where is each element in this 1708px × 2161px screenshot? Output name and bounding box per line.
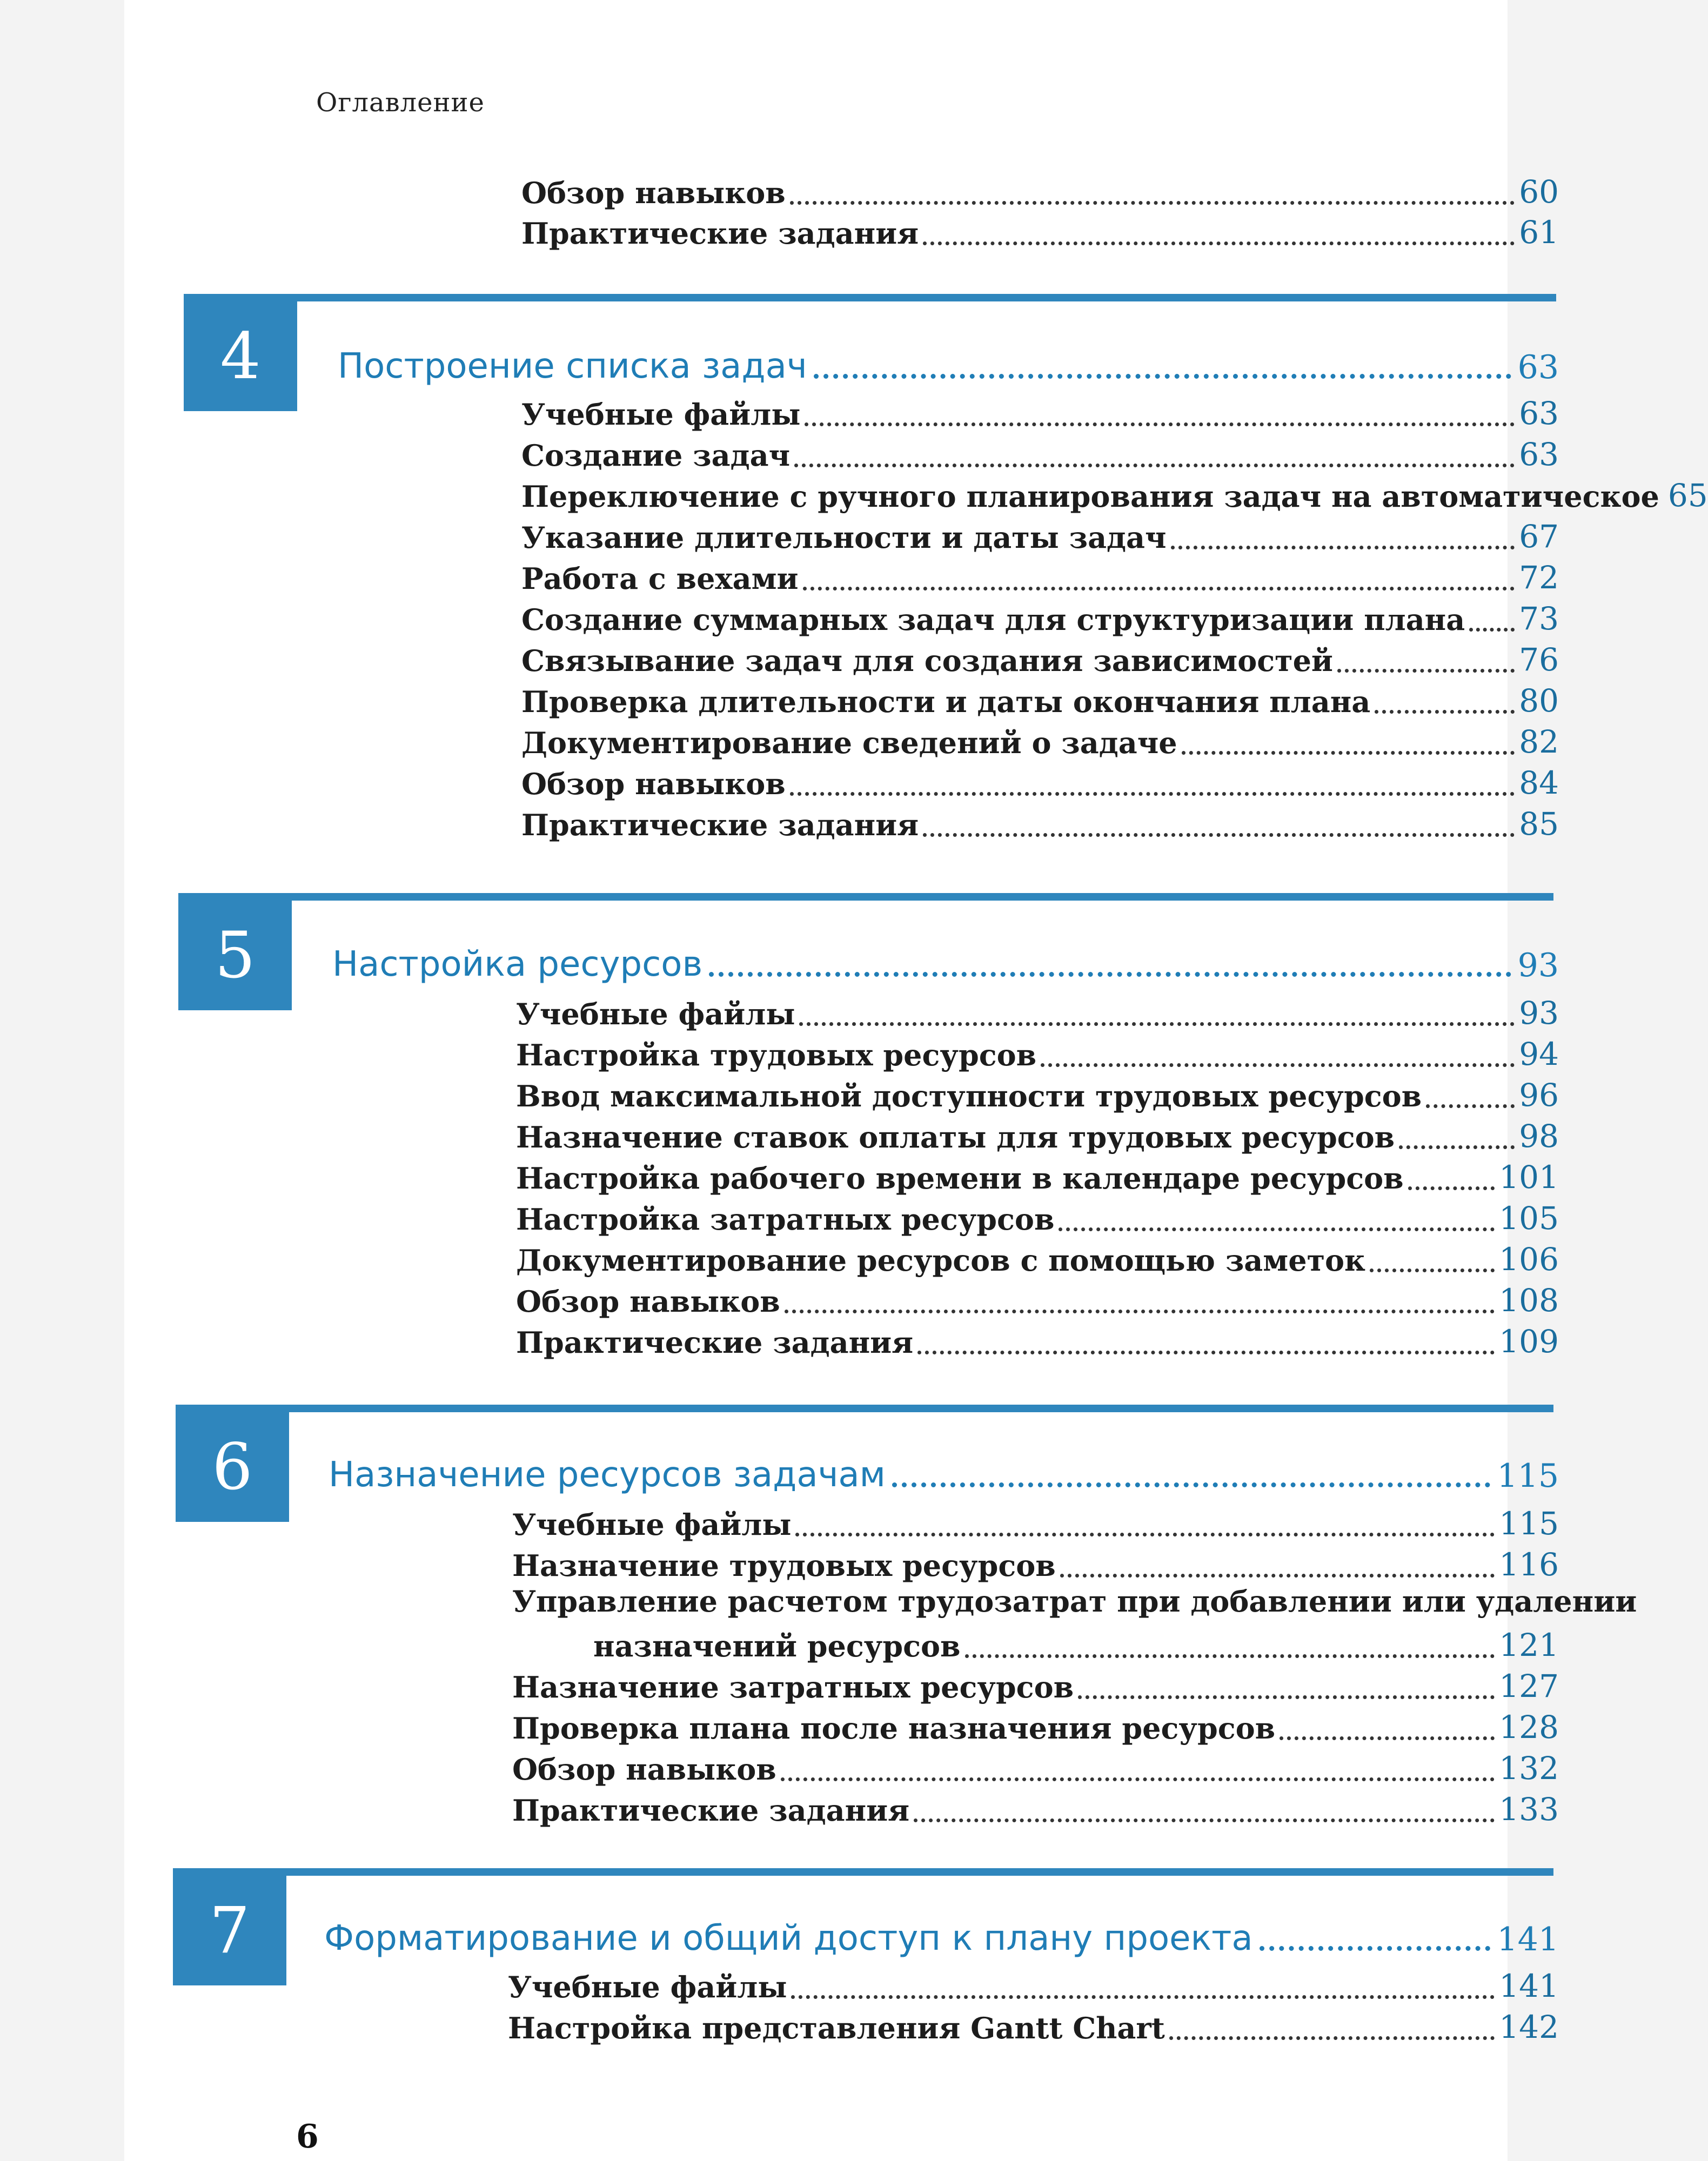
- leader-dots: [1280, 1736, 1495, 1740]
- chapter-number-box: 5: [178, 900, 292, 1010]
- leader-dots: [790, 792, 1515, 796]
- chapter-title-text: Настройка ресурсов: [332, 944, 703, 984]
- toc-entry-title: Настройка затратных ресурсов: [516, 1202, 1055, 1237]
- toc-entry-title: Связывание задач для создания зависимостей: [521, 643, 1333, 678]
- toc-entry-page: 84: [1519, 764, 1559, 801]
- toc-entry: [512, 1543, 1559, 1583]
- toc-entry-page: 105: [1499, 1200, 1559, 1237]
- toc-entry-page: 98: [1519, 1118, 1559, 1155]
- toc-entry-page: 106: [1499, 1241, 1559, 1278]
- chapter-rule: [173, 1868, 1553, 1876]
- toc-entry-page: 72: [1519, 559, 1559, 596]
- leader-dots: [965, 1654, 1495, 1658]
- toc-entry: [516, 1238, 1559, 1278]
- toc-entry: [508, 2005, 1559, 2045]
- leader-dots: [1182, 751, 1515, 755]
- toc-entry-title: Документирование ресурсов с помощью заметок: [516, 1243, 1366, 1278]
- toc-entry-title: Создание суммарных задач для структуризации плана: [521, 602, 1465, 637]
- toc-entry: [521, 597, 1559, 637]
- toc-entry-title: Учебные файлы: [521, 397, 801, 432]
- chapter-number-box: 4: [184, 300, 297, 411]
- toc-entry: [521, 802, 1559, 842]
- toc-entry: [521, 474, 1708, 514]
- toc-entry: [516, 1115, 1559, 1155]
- toc-entry-title: Обзор навыков: [521, 176, 786, 210]
- leader-dots: [1337, 669, 1515, 673]
- leader-dots: [799, 1022, 1515, 1026]
- chapter-number-box: 6: [176, 1411, 289, 1522]
- chapter-rule: [184, 294, 1556, 301]
- toc-entry-title: Учебные файлы: [516, 997, 795, 1031]
- chapter-page: 141: [1497, 1921, 1559, 1958]
- toc-entry-title: Указание длительности и даты задач: [521, 520, 1167, 555]
- toc-entry-page: 116: [1499, 1546, 1559, 1583]
- leader-dots: [1171, 546, 1515, 549]
- chapter-title-text: Форматирование и общий доступ к плану проекта: [324, 1918, 1253, 1958]
- chapter-number-box: 7: [173, 1875, 286, 1985]
- toc-entry-title: Создание задач: [521, 438, 791, 473]
- toc-entry-title: Проверка длительности и даты окончания плана: [521, 684, 1371, 719]
- leader-dots: [1370, 1269, 1495, 1272]
- chapter-title-text: Назначение ресурсов задачам: [329, 1455, 886, 1495]
- toc-entry-page: 61: [1519, 214, 1559, 251]
- chapter-title: [329, 1446, 1559, 1495]
- toc-entry-title: Обзор навыков: [521, 767, 786, 801]
- toc-entry: [512, 1747, 1559, 1787]
- toc-entry: [521, 556, 1559, 596]
- toc-entry: [516, 1279, 1559, 1319]
- leader-dots: [1041, 1063, 1515, 1067]
- toc-entry: [521, 433, 1559, 473]
- toc-entry: [512, 1665, 1559, 1704]
- toc-entry-title: Практические задания: [512, 1793, 910, 1828]
- toc-entry-title: Практические задания: [521, 216, 919, 251]
- toc-entry-page: 128: [1499, 1709, 1559, 1746]
- toc-entry: [521, 761, 1559, 801]
- toc-entry-first-line: Управление расчетом трудозатрат при добавлении или удалении: [512, 1584, 1637, 1619]
- chapter-title: [338, 338, 1559, 386]
- running-head: Оглавление: [316, 88, 485, 118]
- toc-entry: [521, 638, 1559, 678]
- chapter-title-text: Построение списка задач: [338, 346, 807, 386]
- page-number: 6: [296, 2118, 319, 2156]
- toc-entry-title: Настройка представления Gantt Chart: [508, 2011, 1165, 2045]
- chapter-page: 93: [1517, 947, 1559, 984]
- toc-entry-page: 121: [1499, 1627, 1559, 1663]
- toc-entry-title: Настройка рабочего времени в календаре ресурсов: [516, 1161, 1404, 1196]
- toc-entry-page: 142: [1499, 2009, 1559, 2045]
- chapter-page: 115: [1497, 1457, 1559, 1495]
- leader-dots: [781, 1777, 1495, 1781]
- toc-entry: [521, 679, 1559, 719]
- toc-entry: [508, 1964, 1559, 2004]
- toc-entry-title: Документирование сведений о задаче: [521, 726, 1177, 760]
- toc-entry-title: Настройка трудовых ресурсов: [516, 1038, 1037, 1072]
- toc-entry-page: 141: [1499, 1968, 1559, 2004]
- toc-entry-page: 60: [1519, 173, 1559, 210]
- toc-entry-page: 82: [1519, 723, 1559, 760]
- chapter-rule: [176, 1405, 1553, 1412]
- toc-entry: [512, 1502, 1559, 1542]
- leader-dots: [805, 422, 1515, 426]
- toc-entry-title: Назначение ставок оплаты для трудовых ресурсов: [516, 1120, 1395, 1155]
- toc-entry: [516, 1156, 1559, 1196]
- toc-entry-page: 115: [1499, 1505, 1559, 1542]
- leader-dots: [1169, 2036, 1495, 2040]
- toc-entry-page: 127: [1499, 1668, 1559, 1704]
- toc-entry: [516, 1073, 1559, 1113]
- leader-dots: [1375, 710, 1515, 714]
- leader-dots: [791, 1995, 1495, 1999]
- toc-entry-page: 109: [1499, 1323, 1559, 1360]
- toc-entry: [512, 1788, 1559, 1828]
- toc-entry-title: Назначение трудовых ресурсов: [512, 1548, 1056, 1583]
- toc-entry-page: 132: [1499, 1750, 1559, 1787]
- toc-entry-title: Учебные файлы: [508, 1970, 787, 2004]
- leader-dots: [790, 201, 1515, 205]
- toc-entry-title: Переключение с ручного планирования задач на автоматическое: [521, 479, 1659, 514]
- toc-entry-title: Проверка плана после назначения ресурсов: [512, 1711, 1276, 1746]
- toc-entry-page: 108: [1499, 1282, 1559, 1319]
- toc-entry-title: Назначение затратных ресурсов: [512, 1670, 1074, 1704]
- chapter-title: [332, 936, 1559, 984]
- toc-entry-page: 94: [1519, 1036, 1559, 1072]
- leader-dots: [803, 587, 1515, 590]
- toc-entry-title: Обзор навыков: [516, 1284, 780, 1319]
- leader-dots: [785, 1310, 1495, 1313]
- leader-dots: [1059, 1227, 1495, 1231]
- toc-entry-page: 67: [1519, 518, 1559, 555]
- toc-entry-page: 96: [1519, 1077, 1559, 1113]
- leader-dots: [795, 1533, 1495, 1536]
- book-page: [124, 0, 1708, 2161]
- toc-entry-title: Работа с вехами: [521, 561, 799, 596]
- leader-dots: [794, 464, 1515, 467]
- leader-dots: [917, 1351, 1495, 1354]
- toc-entry-page: 73: [1519, 600, 1559, 637]
- toc-entry: [521, 211, 1559, 251]
- leader-dots: [1260, 1946, 1491, 1951]
- toc-entry-page: 85: [1519, 806, 1559, 842]
- leader-dots: [1408, 1186, 1495, 1190]
- leader-dots: [1399, 1145, 1515, 1149]
- toc-entry: [593, 1623, 1559, 1663]
- chapter-title: [324, 1910, 1559, 1958]
- toc-entry-title: Ввод максимальной доступности трудовых ресурсов: [516, 1079, 1422, 1113]
- leader-dots: [1426, 1104, 1515, 1108]
- toc-entry-page: 65: [1667, 477, 1708, 514]
- toc-entry-title: Обзор навыков: [512, 1752, 776, 1787]
- leader-dots: [1469, 628, 1515, 632]
- toc-entry: [521, 170, 1559, 210]
- toc-entry-page: 76: [1519, 641, 1559, 678]
- toc-entry-title: Практические задания: [521, 808, 919, 842]
- toc-entry: [512, 1706, 1559, 1746]
- toc-entry-title: Учебные файлы: [512, 1507, 792, 1542]
- toc-entry-page: 63: [1519, 395, 1559, 432]
- leader-dots: [1060, 1574, 1495, 1578]
- leader-dots: [914, 1818, 1495, 1822]
- toc-entry-page: 93: [1519, 995, 1559, 1031]
- toc-entry: [521, 720, 1559, 760]
- toc-entry-page: 80: [1519, 682, 1559, 719]
- toc-entry: [516, 991, 1559, 1031]
- leader-dots: [1078, 1695, 1495, 1699]
- toc-entry: [516, 1197, 1559, 1237]
- toc-entry: [521, 392, 1559, 432]
- toc-entry: [516, 1032, 1559, 1072]
- leader-dots: [892, 1482, 1491, 1487]
- leader-dots: [814, 374, 1511, 379]
- toc-entry-title: Практические задания: [516, 1325, 914, 1360]
- chapter-page: 63: [1517, 348, 1559, 386]
- leader-dots: [923, 833, 1515, 837]
- leader-dots: [923, 241, 1515, 245]
- toc-entry-title: назначений ресурсов: [593, 1629, 961, 1663]
- toc-entry-page: 133: [1499, 1791, 1559, 1828]
- toc-entry-page: 63: [1519, 436, 1559, 473]
- toc-entry: [521, 515, 1559, 555]
- toc-entry-page: 101: [1499, 1159, 1559, 1196]
- leader-dots: [709, 972, 1511, 977]
- toc-entry: [516, 1320, 1559, 1360]
- chapter-rule: [178, 893, 1553, 901]
